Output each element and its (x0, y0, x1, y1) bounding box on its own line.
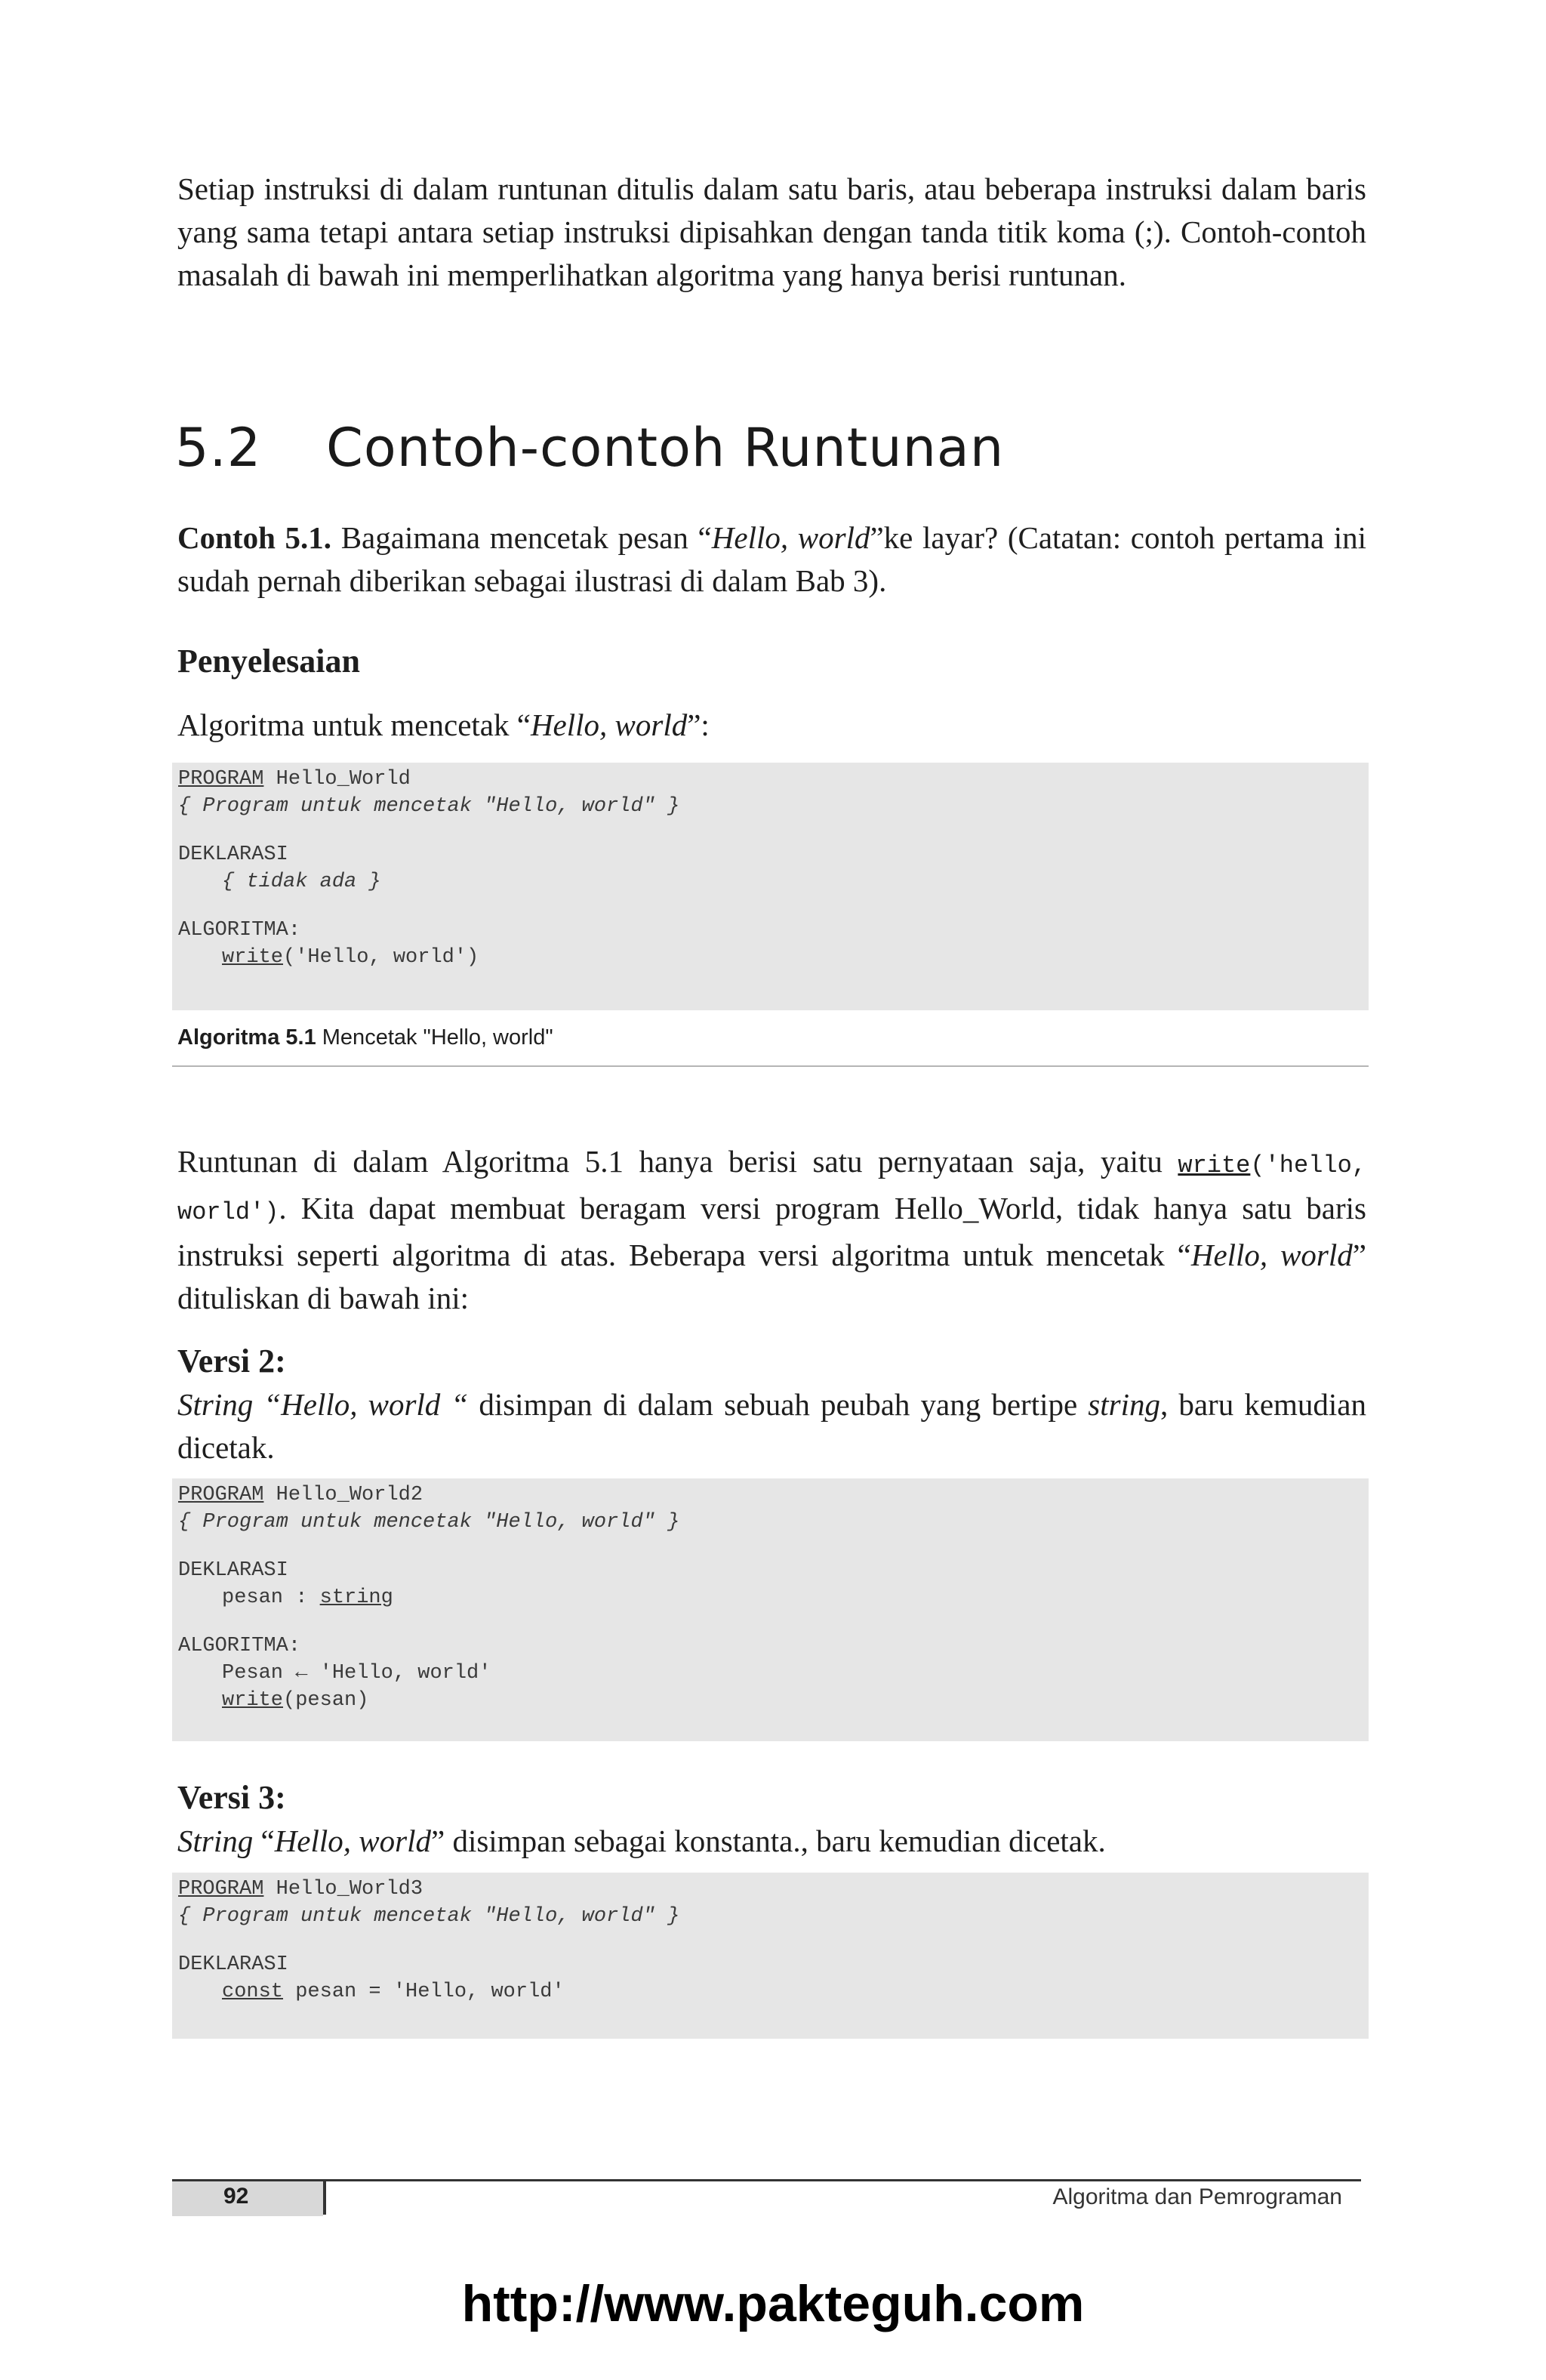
keyword-write: write (222, 946, 284, 969)
intro-paragraph (177, 168, 1366, 297)
code-line-deklarasi: DEKLARASI (178, 1559, 288, 1582)
code-line-comment: { Program untuk mencetak "Hello, world" } (178, 1511, 680, 1534)
write-argument: ('Hello, world') (283, 946, 479, 969)
running-title: Algoritma dan Pemrograman (1052, 2184, 1342, 2209)
versi-2-emph-1: String “Hello, world “ (177, 1387, 469, 1422)
keyword-program: PROGRAM (178, 768, 264, 791)
code-line-program (178, 1876, 1369, 1903)
versi-2-emph-2: string (1088, 1387, 1160, 1422)
explanation-text-2: . Kita dapat membuat beragam versi program Hello_World, tidak hanya satu baris instruksi seperti algoritma di atas. Beberapa versi algoritma untuk mencetak “ (177, 1191, 1366, 1272)
versi-2-code (172, 1478, 1369, 1741)
code-line-write (178, 944, 1369, 971)
example-paragraph (177, 516, 1366, 603)
intro-text: Setiap instruksi di dalam runtunan ditulis dalam satu baris, atau beberapa instruksi dalam baris yang sama tetapi antara setiap instruksi dipisahkan dengan tanda titik koma (;). Contoh-contoh masalah di bawah ini memperlihatkan algoritma yang hanya berisi runtunan. (177, 171, 1366, 292)
keyword-const: const (222, 1981, 284, 2003)
solution-lead (177, 704, 1366, 747)
keyword-write: write (222, 1689, 284, 1712)
source-url[interactable]: http://www.pakteguh.com (461, 2275, 1085, 2332)
solution-heading: Penyelesaian (177, 643, 360, 680)
versi-2-text-2: , baru kemudian dicetak. (177, 1387, 1367, 1465)
variable-declaration: pesan : (222, 1586, 320, 1609)
algorithm-caption (177, 1025, 553, 1050)
program-name: Hello_World (263, 768, 411, 791)
solution-lead-after: ”: (687, 708, 710, 742)
versi-3-code (172, 1873, 1369, 2039)
code-line-deklarasi: DEKLARASI (178, 1953, 288, 1976)
explanation-text-3: ” dituliskan di bawah ini: (177, 1238, 1366, 1315)
type-string: string (319, 1586, 393, 1609)
versi-2-description (177, 1383, 1366, 1469)
versi-3-emph-1: String (177, 1824, 254, 1858)
caption-rule (172, 1065, 1369, 1067)
explanation-text-1: Runtunan di dalam Algoritma 5.1 hanya berisi satu pernyataan saja, yaitu (177, 1144, 1178, 1179)
program-name: Hello_World2 (263, 1484, 423, 1506)
code-line-algoritma: ALGORITMA: (178, 919, 301, 942)
versi-3-description (177, 1820, 1366, 1863)
code-line-decl-comment: { tidak ada } (222, 871, 381, 893)
code-line-constant (178, 1978, 1369, 2005)
inline-code-write: write (1178, 1151, 1251, 1179)
explanation-paragraph (177, 1140, 1366, 1320)
keyword-program: PROGRAM (178, 1484, 264, 1506)
caption-label: Algoritma 5.1 (177, 1025, 316, 1050)
versi-2-text-1: disimpan di dalam sebuah peubah yang bertipe (468, 1387, 1089, 1422)
code-line-program (178, 1481, 1369, 1509)
solution-lead-before: Algoritma untuk mencetak “ (177, 708, 531, 742)
versi-2-heading: Versi 2: (177, 1343, 286, 1380)
page-number-divider (323, 2181, 326, 2215)
example-emph: Hello, world (711, 520, 870, 555)
constant-declaration: pesan = 'Hello, world' (283, 1981, 565, 2003)
example-text-before: Bagaimana mencetak pesan “ (331, 520, 712, 555)
example-label: Contoh 5.1. (177, 520, 332, 555)
code-line-declaration (178, 1584, 1369, 1611)
code-line-algoritma: ALGORITMA: (178, 1635, 301, 1657)
solution-lead-emph: Hello, world (530, 708, 688, 742)
code-line-comment: { Program untuk mencetak "Hello, world" } (178, 795, 680, 818)
code-line-program (178, 766, 1369, 793)
write-argument: (pesan) (283, 1689, 369, 1712)
code-line-comment: { Program untuk mencetak "Hello, world" } (178, 1905, 680, 1928)
example-text-after: ”ke layar? (Catatan: contoh pertama ini sudah pernah diberikan sebagai ilustrasi di dalam Bab 3). (177, 520, 1366, 598)
code-line-write (178, 1687, 1369, 1714)
section-heading (175, 414, 1004, 482)
section-number: 5.2 (175, 417, 262, 479)
section-title: Contoh-contoh Runtunan (326, 417, 1005, 479)
versi-3-text-1: “ (253, 1824, 275, 1858)
explanation-emph: Hello, world (1190, 1238, 1353, 1272)
inline-code-argument: ('hello, world') (177, 1151, 1366, 1226)
versi-3-heading: Versi 3: (177, 1779, 286, 1816)
versi-3-emph-2: Hello, world (274, 1824, 431, 1858)
footer-rule (172, 2179, 1361, 2181)
program-name: Hello_World3 (263, 1878, 423, 1901)
code-line-assignment: Pesan ← 'Hello, world' (222, 1662, 491, 1685)
code-line-deklarasi: DEKLARASI (178, 843, 288, 866)
page-number: 92 (223, 2184, 249, 2209)
algorithm-5-1-code (172, 763, 1369, 1010)
versi-3-text-2: ” disimpan sebagai konstanta., baru kemudian dicetak. (431, 1824, 1106, 1858)
caption-text: Mencetak "Hello, world" (316, 1025, 553, 1050)
keyword-program: PROGRAM (178, 1878, 264, 1901)
